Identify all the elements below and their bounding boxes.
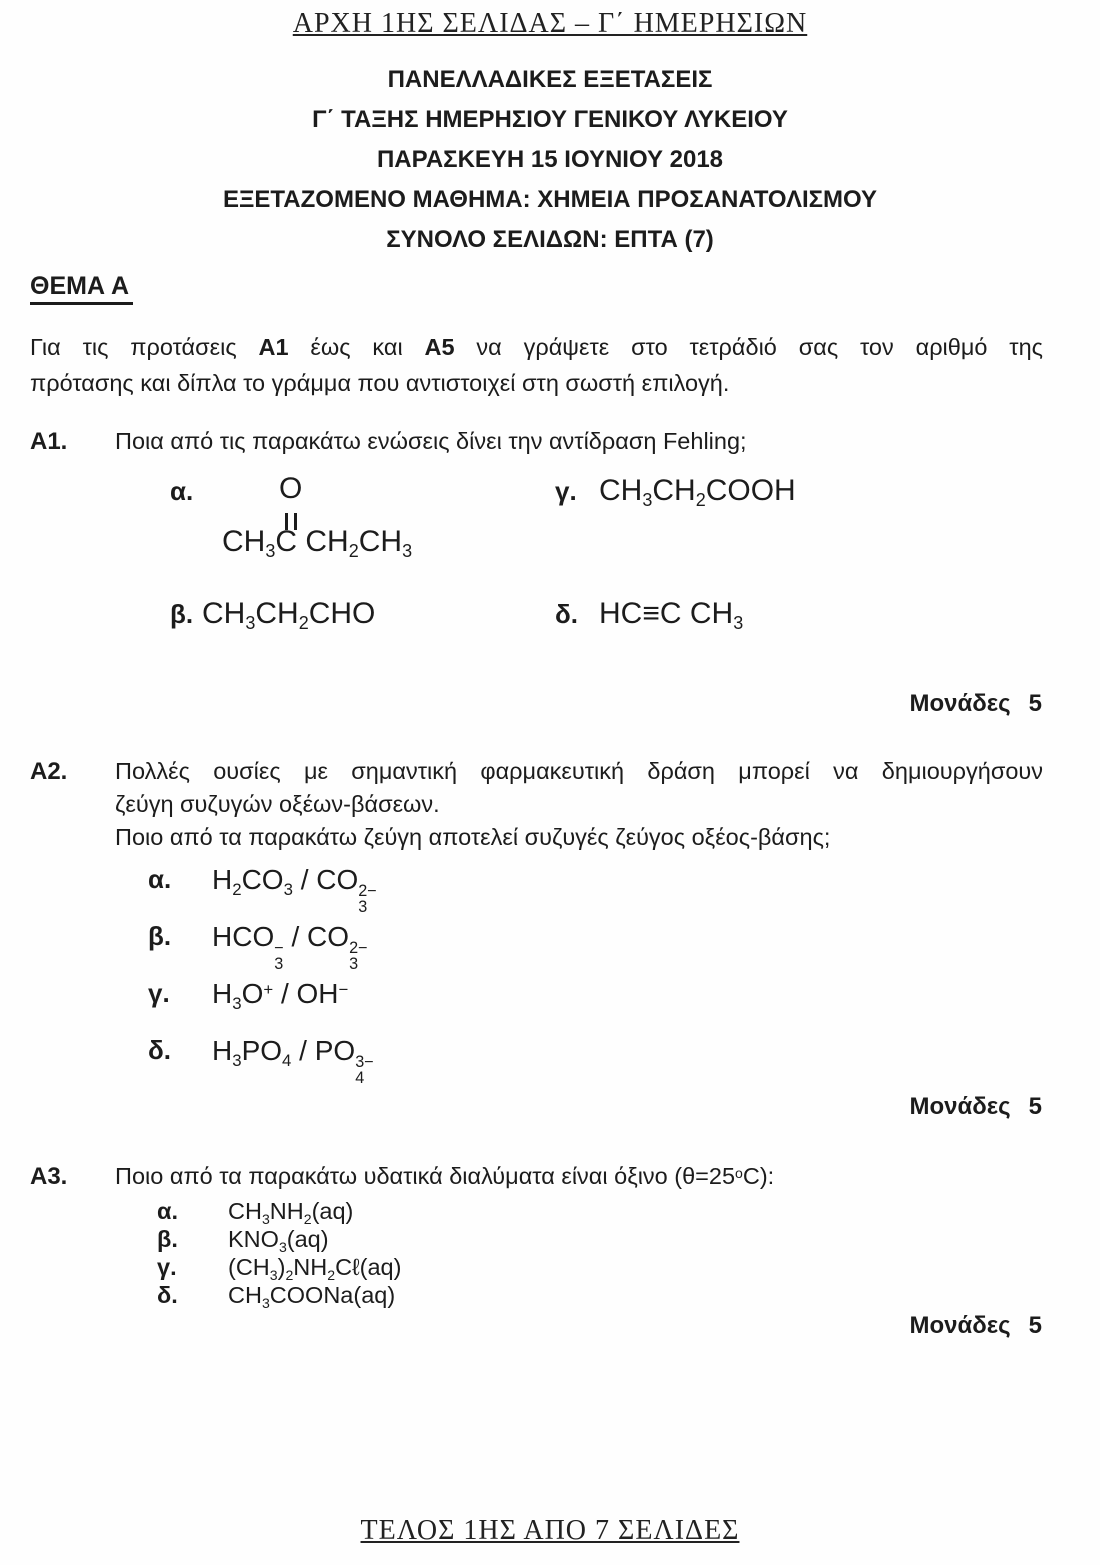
question-a3-label: Α3. (30, 1163, 68, 1190)
marks-label: Μονάδες (909, 1312, 1011, 1339)
exam-title-line: ΕΞΕΤΑΖΟΜΕΝΟ ΜΑΘΗΜΑ: ΧΗΜΕΙΑ ΠΡΟΣΑΝΑΤΟΛΙΣΜΟΥ (222, 186, 878, 213)
page-header: ΑΡΧΗ 1ΗΣ ΣΕΛΙΔΑΣ – Γ΄ ΗΜΕΡΗΣΙΩΝ (292, 8, 808, 39)
thema-a-heading: ΘΕΜΑ Α (30, 272, 133, 305)
a1-option-delta-formula: HC≡C $CH_3$ (599, 597, 744, 633)
question-a1-text: Ποια από τις παρακάτω ενώσεις δίνει την αντίδραση Fehling; (115, 428, 747, 454)
question-a2-text (115, 755, 1043, 854)
carbonyl-oxygen: O (279, 472, 303, 505)
a2-option-beta (148, 921, 1100, 974)
question-a1 (30, 425, 1043, 458)
question-a3 (30, 1160, 1043, 1193)
a2-option-alpha-label: α. (148, 864, 172, 894)
a1-option-delta-label: δ. (555, 599, 578, 629)
a3-option-gamma-formula: $(CH_3)_2NH_2C\ell(aq)$ (228, 1254, 402, 1283)
a2-option-gamma (148, 978, 1100, 1022)
exam-title-line: ΣΥΝΟΛΟ ΣΕΛΙΔΩΝ: ΕΠΤΑ (7) (386, 226, 714, 253)
intro-line-1: Για τις προτάσεις Α1 έως και Α5 να γράψετε στο τετράδιό σας τον αριθμό της (30, 334, 1043, 360)
a3-marks (0, 1311, 1042, 1341)
exam-title-line: Γ΄ ΤΑΞΗΣ ΗΜΕΡΗΣΙΟΥ ΓΕΝΙΚΟΥ ΛΥΚΕΙΟΥ (312, 106, 788, 133)
intro-line-2: πρότασης και δίπλα το γράμμα που αντιστοιχεί στη σωστή επιλογή. (30, 370, 730, 396)
a1-marks (0, 689, 1042, 719)
marks-value: 5 (1028, 1093, 1042, 1120)
question-a1-label: Α1. (30, 428, 68, 455)
a2-line-1: Πολλές ουσίες με σημαντική φαρμακευτική δράση μπορεί να δημιουργήσουν (115, 758, 1043, 784)
a2-option-gamma-label: γ. (148, 978, 170, 1008)
a1-options (170, 474, 1100, 631)
a2-option-beta-label: β. (148, 921, 172, 951)
marks-label: Μονάδες (909, 690, 1011, 717)
marks-value: 5 (1028, 690, 1042, 717)
a1-option-gamma-formula: $CH_3CH_2COOH$ (599, 474, 796, 510)
exam-titles (0, 60, 1100, 260)
a1-option-alpha-label: α. (170, 476, 194, 506)
a1-option-beta (170, 597, 555, 631)
a3-option-delta-formula: $CH_3COONa(aq)$ (228, 1282, 396, 1311)
question-a2-label: Α2. (30, 758, 68, 785)
a2-options (148, 864, 1100, 1088)
a3-option-delta (157, 1281, 1100, 1309)
a2-line-3: Ποιο από τα παρακάτω ζεύγη αποτελεί συζυγές ζεύγος οξέος-βάσης; (115, 824, 831, 850)
a1-option-alpha-chain: $CH_3C$ $CH_2CH_3$ (222, 525, 413, 561)
a3-option-gamma-label: γ. (157, 1254, 177, 1280)
a1-option-delta (555, 597, 1100, 631)
thema-a-section (0, 260, 1100, 305)
question-a3-text: Ποιο από τα παρακάτω υδατικά διαλύματα είναι όξινο $(\theta=25^oC)$: (115, 1163, 775, 1189)
a1-option-alpha-structure (222, 474, 412, 561)
a1-option-gamma-label: γ. (555, 476, 577, 506)
double-bond-row (222, 504, 412, 523)
intro-paragraph (30, 329, 1043, 401)
marks-label: Μονάδες (909, 1093, 1011, 1120)
a1-option-alpha (170, 474, 555, 561)
a3-options (157, 1197, 1100, 1309)
marks-value: 5 (1028, 1312, 1042, 1339)
a1-option-gamma (555, 474, 1100, 508)
a2-option-alpha (148, 864, 1100, 917)
question-a2 (30, 755, 1043, 854)
a2-option-delta-label: δ. (148, 1035, 171, 1065)
a2-line-2: ζεύγη συζυγών οξέων-βάσεων. (115, 791, 440, 817)
a2-option-beta-formula: HCO − 3 / CO 2− 3 (212, 921, 368, 974)
a2-option-alpha-formula: $H_2CO_3$ / CO 2− 3 (212, 864, 377, 917)
a3-option-gamma (157, 1253, 1100, 1281)
exam-title-line: ΠΑΡΑΣΚΕΥΗ 15 ΙΟΥΝΙΟΥ 2018 (376, 146, 724, 173)
a3-option-alpha-formula: $CH_3NH_2(aq)$ (228, 1198, 354, 1227)
a1-option-beta-label: β. (170, 599, 194, 629)
a2-option-delta-formula: $H_3PO_4$ / PO 3− 4 (212, 1035, 374, 1088)
a2-option-gamma-formula: $H_3O^+ / OH^-$ (212, 978, 349, 1013)
a3-option-beta-label: β. (157, 1226, 178, 1252)
a2-option-delta (148, 1035, 1100, 1088)
a3-option-alpha (157, 1197, 1100, 1225)
a3-option-alpha-label: α. (157, 1198, 178, 1224)
a3-option-beta (157, 1225, 1100, 1253)
exam-title-line: ΠΑΝΕΛΛΑΔΙΚΕΣ ΕΞΕΤΑΣΕΙΣ (387, 66, 713, 93)
a2-marks (0, 1092, 1042, 1122)
a3-option-beta-formula: $KNO_3(aq)$ (228, 1226, 329, 1255)
a1-option-beta-formula: $CH_3CH_2CHO$ (202, 597, 376, 633)
a3-option-delta-label: δ. (157, 1282, 178, 1308)
page-footer: ΤΕΛΟΣ 1ΗΣ ΑΠΟ 7 ΣΕΛΙΔΕΣ (360, 1515, 740, 1546)
